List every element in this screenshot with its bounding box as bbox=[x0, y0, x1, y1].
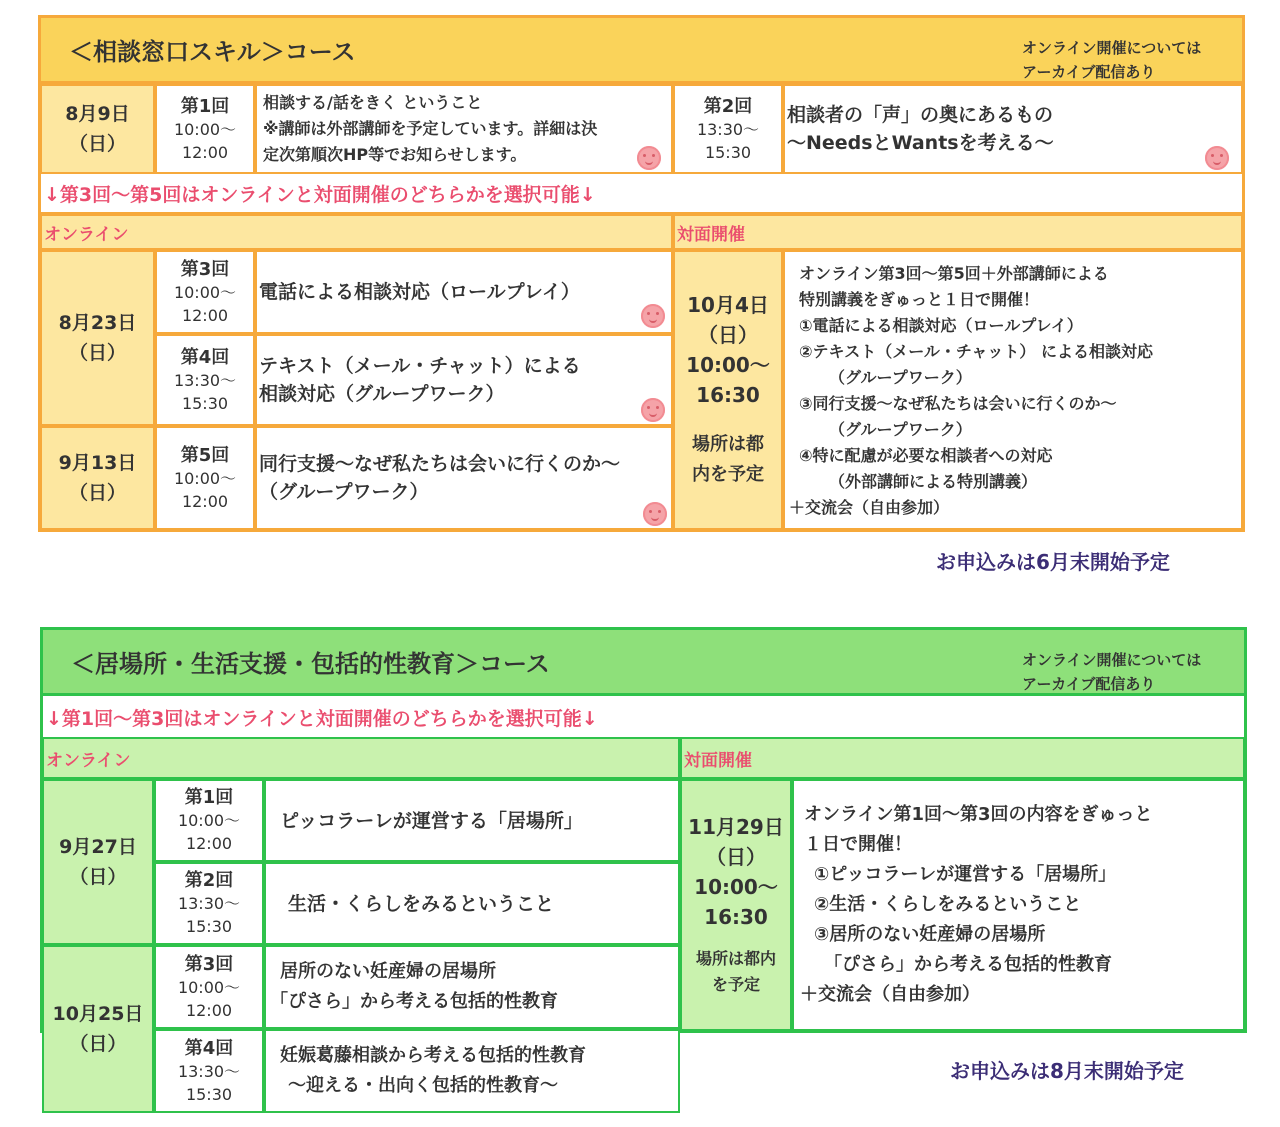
smiley-face-icon bbox=[1205, 146, 1229, 170]
course2-session1-time: 第1回 10:00〜 12:00 bbox=[154, 779, 264, 862]
course1-special-lecture: オンライン第3回〜第5回＋外部講師による 特別講義をぎゅっと１日で開催！ ①電話による相談対応（ロールプレイ） ②テキスト（メール・チャット） による相談対応 （グループワーク） ③同行支援〜なぜ私たちは会いに行くのか〜 （グループワーク） ④特に配慮が必要な相談者への対応 （外部講師による特別講義） ＋交流会（自由参加） bbox=[783, 250, 1243, 530]
course2-day2: 10月25日 （日） bbox=[42, 945, 154, 1113]
course1-online-band: オンライン bbox=[40, 214, 673, 250]
course1-day2: 8月23日 （日） bbox=[40, 250, 155, 426]
course2-special-lecture: オンライン第1回〜第3回の内容をぎゅっと １日で開催！ ①ピッコラーレが運営する「居場所」 ②生活・くらしをみるということ ③居所のない妊産婦の居場所 「ぴさら」から考える包括的性教育 ＋交流会（自由参加） bbox=[792, 779, 1245, 1031]
course2-session3-topic: 居所のない妊産婦の居場所 「ぴさら」から考える包括的性教育 bbox=[264, 945, 680, 1029]
course1-choice-notice: ↓第3回〜第5回はオンラインと対面開催のどちらかを選択可能↓ bbox=[40, 174, 1243, 214]
course1-title: ＜相談窓口スキル＞コース bbox=[69, 38, 356, 66]
course1-inperson-band: 対面開催 bbox=[673, 214, 1243, 250]
course1-session3-topic: 電話による相談対応（ロールプレイ） bbox=[255, 250, 673, 334]
course1-session2-topic: 相談者の「声」の奥にあるもの 〜NeedsとWantsを考える〜 bbox=[783, 84, 1243, 174]
course1-archive-note: オンライン開催については アーカイブ配信あり bbox=[1022, 39, 1202, 81]
course2-session4-time: 第4回 13:30〜 15:30 bbox=[154, 1029, 264, 1113]
course1-session4-time: 第4回 13:30〜 15:30 bbox=[155, 334, 255, 426]
course2-session2-topic: 生活・くらしをみるということ bbox=[264, 862, 680, 945]
course2-inperson-band: 対面開催 bbox=[680, 737, 1245, 779]
course1-session1-topic: 相談する/話をきく ということ ※講師は外部講師を予定しています。詳細は決 定次第順次HP等でお知らせします。 bbox=[255, 84, 673, 174]
course1-session3-time: 第3回 10:00〜 12:00 bbox=[155, 250, 255, 334]
smiley-face-icon bbox=[643, 502, 667, 526]
course2-inperson-date: 11月29日 （日） 10:00〜 16:30 場所は都内 を予定 bbox=[680, 779, 792, 1031]
course2-archive-note: オンライン開催については アーカイブ配信あり bbox=[1022, 651, 1202, 693]
course2-choice-notice: ↓第1回〜第3回はオンラインと対面開催のどちらかを選択可能↓ bbox=[46, 707, 598, 730]
course2-online-band: オンライン bbox=[42, 737, 680, 779]
smiley-face-icon bbox=[641, 304, 665, 328]
course1-session2-time: 第2回 13:30〜 15:30 bbox=[673, 84, 783, 174]
course2-session3-time: 第3回 10:00〜 12:00 bbox=[154, 945, 264, 1029]
course2-session4-topic: 妊娠葛藤相談から考える包括的性教育 〜迎える・出向く包括的性教育〜 bbox=[264, 1029, 680, 1113]
course2-day1: 9月27日 （日） bbox=[42, 779, 154, 945]
course1-day1: 8月9日 （日） bbox=[40, 84, 155, 174]
course1-inperson-date: 10月4日 （日） 10:00〜 16:30 場所は都 内を予定 bbox=[673, 250, 783, 530]
course2-session1-topic: ピッコラーレが運営する「居場所」 bbox=[264, 779, 680, 862]
course1-day3: 9月13日 （日） bbox=[40, 426, 155, 530]
course1-apply-note: お申込みは6月末開始予定 bbox=[936, 550, 1170, 574]
course2-session2-time: 第2回 13:30〜 15:30 bbox=[154, 862, 264, 945]
course1-session1-time: 第1回 10:00〜 12:00 bbox=[155, 84, 255, 174]
course2-apply-note: お申込みは8月末開始予定 bbox=[950, 1059, 1184, 1083]
course1-session5-time: 第5回 10:00〜 12:00 bbox=[155, 426, 255, 530]
smiley-face-icon bbox=[641, 398, 665, 422]
course2-title: ＜居場所・生活支援・包括的性教育＞コース bbox=[71, 650, 550, 678]
course1-session4-topic: テキスト（メール・チャット）による 相談対応（グループワーク） bbox=[255, 334, 673, 426]
course1-session5-topic: 同行支援〜なぜ私たちは会いに行くのか〜 （グループワーク） bbox=[255, 426, 673, 530]
smiley-face-icon bbox=[637, 146, 661, 170]
